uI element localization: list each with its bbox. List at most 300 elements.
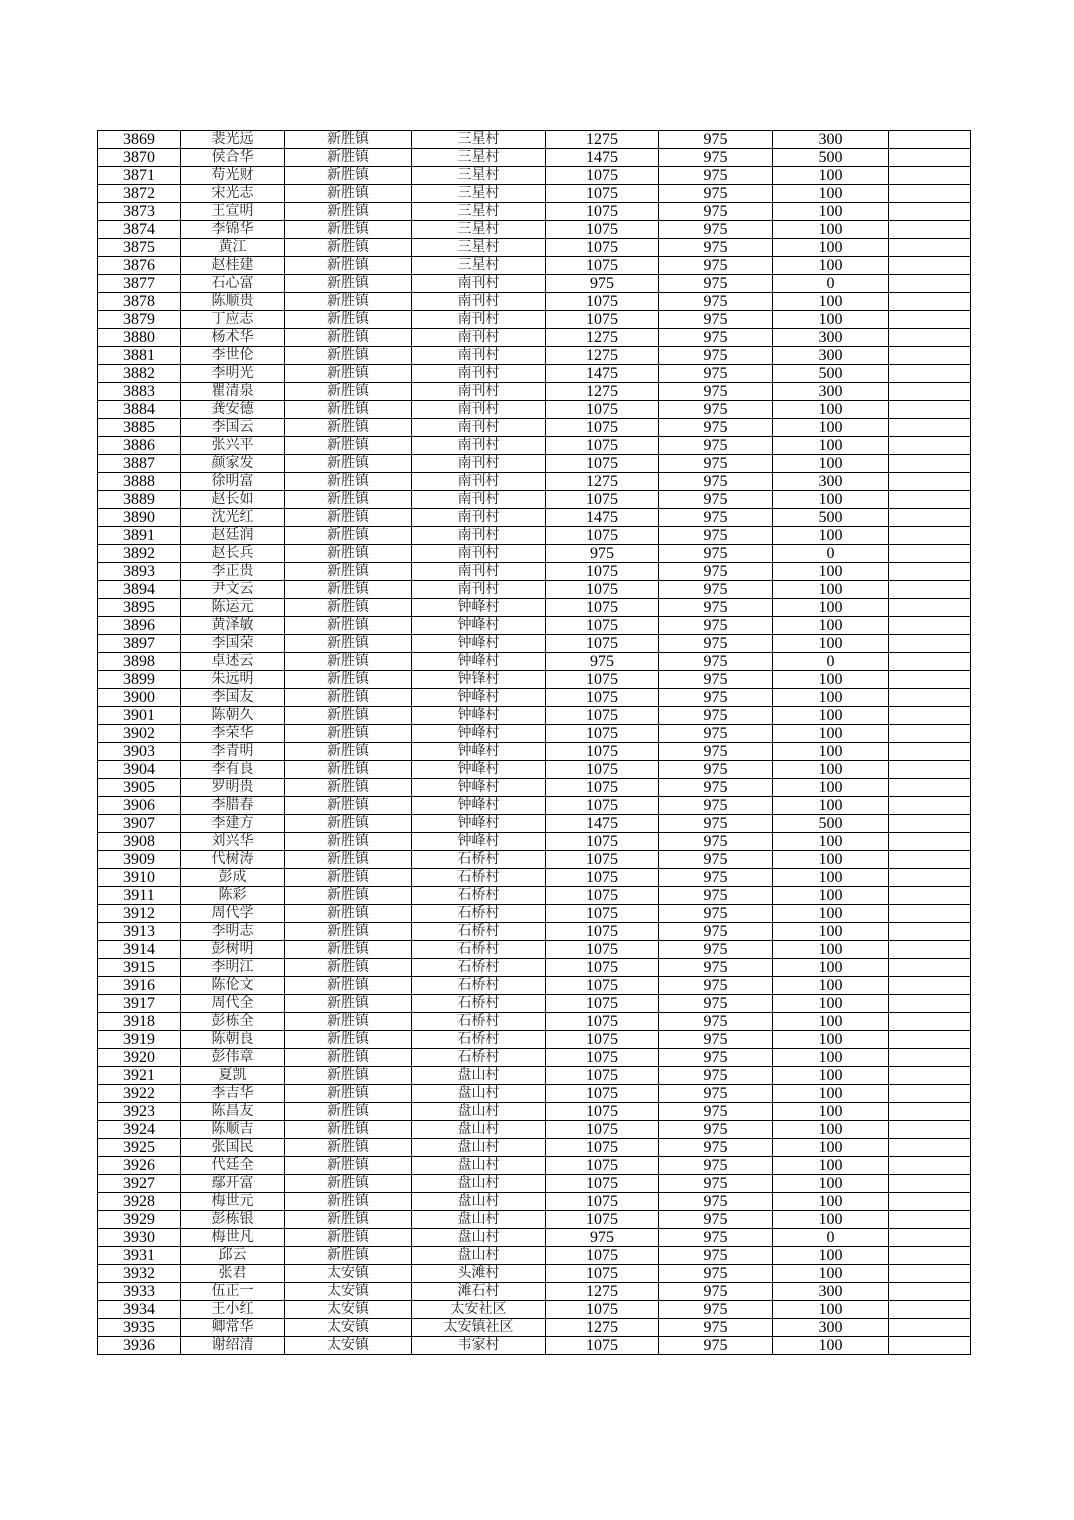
remark-cell bbox=[889, 491, 971, 509]
town-cell: 新胜镇 bbox=[285, 581, 412, 599]
amount-b-cell: 975 bbox=[659, 473, 773, 491]
table-row bbox=[98, 437, 971, 455]
village-cell: 南刊村 bbox=[412, 437, 546, 455]
row-number-cell: 3920 bbox=[98, 1049, 181, 1067]
remark-cell bbox=[889, 185, 971, 203]
town-cell: 新胜镇 bbox=[285, 257, 412, 275]
difference-cell: 100 bbox=[773, 1193, 889, 1211]
amount-a-cell: 1475 bbox=[546, 509, 659, 527]
table-row bbox=[98, 1067, 971, 1085]
table-body bbox=[98, 131, 971, 1355]
village-cell: 钟峰村 bbox=[412, 779, 546, 797]
row-number-cell: 3925 bbox=[98, 1139, 181, 1157]
difference-cell: 100 bbox=[773, 1085, 889, 1103]
village-cell: 太安社区 bbox=[412, 1301, 546, 1319]
amount-a-cell: 1075 bbox=[546, 689, 659, 707]
name-cell: 苟光财 bbox=[181, 167, 285, 185]
row-number-cell: 3886 bbox=[98, 437, 181, 455]
amount-b-cell: 975 bbox=[659, 779, 773, 797]
name-cell: 陈顺贵 bbox=[181, 293, 285, 311]
amount-b-cell: 975 bbox=[659, 617, 773, 635]
difference-cell: 0 bbox=[773, 545, 889, 563]
remark-cell bbox=[889, 131, 971, 149]
amount-b-cell: 975 bbox=[659, 941, 773, 959]
amount-b-cell: 975 bbox=[659, 653, 773, 671]
amount-b-cell: 975 bbox=[659, 1013, 773, 1031]
town-cell: 新胜镇 bbox=[285, 473, 412, 491]
table-row bbox=[98, 311, 971, 329]
amount-b-cell: 975 bbox=[659, 347, 773, 365]
village-cell: 南刊村 bbox=[412, 491, 546, 509]
remark-cell bbox=[889, 1013, 971, 1031]
table-row bbox=[98, 383, 971, 401]
town-cell: 新胜镇 bbox=[285, 293, 412, 311]
remark-cell bbox=[889, 689, 971, 707]
amount-a-cell: 1075 bbox=[546, 1103, 659, 1121]
amount-a-cell: 1075 bbox=[546, 1121, 659, 1139]
village-cell: 南刊村 bbox=[412, 419, 546, 437]
row-number-cell: 3934 bbox=[98, 1301, 181, 1319]
name-cell: 赵廷润 bbox=[181, 527, 285, 545]
difference-cell: 100 bbox=[773, 851, 889, 869]
table-row bbox=[98, 1301, 971, 1319]
row-number-cell: 3917 bbox=[98, 995, 181, 1013]
town-cell: 新胜镇 bbox=[285, 1067, 412, 1085]
remark-cell bbox=[889, 1265, 971, 1283]
name-cell: 朱远明 bbox=[181, 671, 285, 689]
table-row bbox=[98, 1193, 971, 1211]
name-cell: 代树涛 bbox=[181, 851, 285, 869]
amount-a-cell: 1075 bbox=[546, 635, 659, 653]
amount-b-cell: 975 bbox=[659, 311, 773, 329]
village-cell: 南刊村 bbox=[412, 293, 546, 311]
difference-cell: 100 bbox=[773, 779, 889, 797]
village-cell: 钟峰村 bbox=[412, 689, 546, 707]
data-table bbox=[97, 130, 971, 1355]
remark-cell bbox=[889, 1085, 971, 1103]
town-cell: 新胜镇 bbox=[285, 311, 412, 329]
row-number-cell: 3900 bbox=[98, 689, 181, 707]
amount-b-cell: 975 bbox=[659, 1067, 773, 1085]
amount-a-cell: 1075 bbox=[546, 563, 659, 581]
amount-b-cell: 975 bbox=[659, 149, 773, 167]
table-row bbox=[98, 1229, 971, 1247]
row-number-cell: 3908 bbox=[98, 833, 181, 851]
name-cell: 李青明 bbox=[181, 743, 285, 761]
table-row bbox=[98, 833, 971, 851]
difference-cell: 100 bbox=[773, 1049, 889, 1067]
name-cell: 裴光远 bbox=[181, 131, 285, 149]
row-number-cell: 3911 bbox=[98, 887, 181, 905]
remark-cell bbox=[889, 1229, 971, 1247]
amount-a-cell: 1075 bbox=[546, 743, 659, 761]
row-number-cell: 3874 bbox=[98, 221, 181, 239]
village-cell: 钟峰村 bbox=[412, 653, 546, 671]
name-cell: 陈伦文 bbox=[181, 977, 285, 995]
difference-cell: 100 bbox=[773, 581, 889, 599]
name-cell: 罗明贵 bbox=[181, 779, 285, 797]
village-cell: 盘山村 bbox=[412, 1067, 546, 1085]
difference-cell: 100 bbox=[773, 311, 889, 329]
table-row bbox=[98, 1283, 971, 1301]
remark-cell bbox=[889, 1049, 971, 1067]
name-cell: 龚安德 bbox=[181, 401, 285, 419]
name-cell: 黄泽敏 bbox=[181, 617, 285, 635]
village-cell: 石桥村 bbox=[412, 905, 546, 923]
row-number-cell: 3932 bbox=[98, 1265, 181, 1283]
row-number-cell: 3899 bbox=[98, 671, 181, 689]
name-cell: 李正贵 bbox=[181, 563, 285, 581]
row-number-cell: 3898 bbox=[98, 653, 181, 671]
table-row bbox=[98, 887, 971, 905]
amount-a-cell: 1075 bbox=[546, 1175, 659, 1193]
town-cell: 新胜镇 bbox=[285, 995, 412, 1013]
amount-b-cell: 975 bbox=[659, 635, 773, 653]
name-cell: 赵长兵 bbox=[181, 545, 285, 563]
name-cell: 李明志 bbox=[181, 923, 285, 941]
difference-cell: 100 bbox=[773, 761, 889, 779]
name-cell: 李世伦 bbox=[181, 347, 285, 365]
amount-b-cell: 975 bbox=[659, 1103, 773, 1121]
difference-cell: 100 bbox=[773, 203, 889, 221]
name-cell: 卿常华 bbox=[181, 1319, 285, 1337]
town-cell: 新胜镇 bbox=[285, 1139, 412, 1157]
remark-cell bbox=[889, 1121, 971, 1139]
row-number-cell: 3893 bbox=[98, 563, 181, 581]
table-row bbox=[98, 1049, 971, 1067]
remark-cell bbox=[889, 545, 971, 563]
remark-cell bbox=[889, 257, 971, 275]
remark-cell bbox=[889, 1301, 971, 1319]
amount-a-cell: 1275 bbox=[546, 383, 659, 401]
amount-b-cell: 975 bbox=[659, 725, 773, 743]
difference-cell: 100 bbox=[773, 977, 889, 995]
difference-cell: 100 bbox=[773, 707, 889, 725]
table-row bbox=[98, 221, 971, 239]
table-row bbox=[98, 1157, 971, 1175]
row-number-cell: 3922 bbox=[98, 1085, 181, 1103]
town-cell: 新胜镇 bbox=[285, 743, 412, 761]
amount-a-cell: 1475 bbox=[546, 815, 659, 833]
row-number-cell: 3919 bbox=[98, 1031, 181, 1049]
row-number-cell: 3915 bbox=[98, 959, 181, 977]
difference-cell: 100 bbox=[773, 293, 889, 311]
remark-cell bbox=[889, 455, 971, 473]
amount-b-cell: 975 bbox=[659, 401, 773, 419]
amount-a-cell: 1075 bbox=[546, 203, 659, 221]
table-row bbox=[98, 905, 971, 923]
table-row bbox=[98, 401, 971, 419]
amount-b-cell: 975 bbox=[659, 1319, 773, 1337]
row-number-cell: 3904 bbox=[98, 761, 181, 779]
amount-b-cell: 975 bbox=[659, 1193, 773, 1211]
name-cell: 宋光志 bbox=[181, 185, 285, 203]
town-cell: 新胜镇 bbox=[285, 1121, 412, 1139]
village-cell: 南刊村 bbox=[412, 347, 546, 365]
table-row bbox=[98, 473, 971, 491]
name-cell: 周代全 bbox=[181, 995, 285, 1013]
town-cell: 新胜镇 bbox=[285, 347, 412, 365]
amount-b-cell: 975 bbox=[659, 959, 773, 977]
name-cell: 陈顺吉 bbox=[181, 1121, 285, 1139]
name-cell: 刘兴华 bbox=[181, 833, 285, 851]
difference-cell: 100 bbox=[773, 743, 889, 761]
town-cell: 新胜镇 bbox=[285, 635, 412, 653]
name-cell: 彭树明 bbox=[181, 941, 285, 959]
town-cell: 新胜镇 bbox=[285, 1247, 412, 1265]
table-row bbox=[98, 815, 971, 833]
amount-b-cell: 975 bbox=[659, 131, 773, 149]
table-row bbox=[98, 1031, 971, 1049]
table-row bbox=[98, 959, 971, 977]
remark-cell bbox=[889, 311, 971, 329]
village-cell: 三星村 bbox=[412, 257, 546, 275]
difference-cell: 100 bbox=[773, 725, 889, 743]
row-number-cell: 3901 bbox=[98, 707, 181, 725]
amount-b-cell: 975 bbox=[659, 1211, 773, 1229]
difference-cell: 300 bbox=[773, 329, 889, 347]
amount-a-cell: 1075 bbox=[546, 833, 659, 851]
amount-a-cell: 1075 bbox=[546, 1157, 659, 1175]
table-row bbox=[98, 275, 971, 293]
difference-cell: 100 bbox=[773, 869, 889, 887]
village-cell: 三星村 bbox=[412, 149, 546, 167]
amount-b-cell: 975 bbox=[659, 671, 773, 689]
row-number-cell: 3930 bbox=[98, 1229, 181, 1247]
table-row bbox=[98, 257, 971, 275]
amount-b-cell: 975 bbox=[659, 203, 773, 221]
name-cell: 陈朝良 bbox=[181, 1031, 285, 1049]
name-cell: 鄢开富 bbox=[181, 1175, 285, 1193]
name-cell: 赵桂建 bbox=[181, 257, 285, 275]
amount-b-cell: 975 bbox=[659, 977, 773, 995]
amount-b-cell: 975 bbox=[659, 833, 773, 851]
village-cell: 石桥村 bbox=[412, 995, 546, 1013]
row-number-cell: 3884 bbox=[98, 401, 181, 419]
amount-a-cell: 1075 bbox=[546, 1013, 659, 1031]
town-cell: 新胜镇 bbox=[285, 851, 412, 869]
village-cell: 南刊村 bbox=[412, 509, 546, 527]
amount-b-cell: 975 bbox=[659, 545, 773, 563]
table-row bbox=[98, 707, 971, 725]
amount-a-cell: 1275 bbox=[546, 1283, 659, 1301]
row-number-cell: 3921 bbox=[98, 1067, 181, 1085]
amount-a-cell: 1075 bbox=[546, 455, 659, 473]
table-row bbox=[98, 1085, 971, 1103]
town-cell: 新胜镇 bbox=[285, 545, 412, 563]
remark-cell bbox=[889, 221, 971, 239]
amount-a-cell: 1075 bbox=[546, 311, 659, 329]
amount-a-cell: 1075 bbox=[546, 725, 659, 743]
remark-cell bbox=[889, 617, 971, 635]
name-cell: 李有良 bbox=[181, 761, 285, 779]
village-cell: 南刊村 bbox=[412, 563, 546, 581]
table-row bbox=[98, 779, 971, 797]
amount-b-cell: 975 bbox=[659, 275, 773, 293]
amount-a-cell: 975 bbox=[546, 545, 659, 563]
amount-b-cell: 975 bbox=[659, 869, 773, 887]
name-cell: 卓述云 bbox=[181, 653, 285, 671]
difference-cell: 100 bbox=[773, 437, 889, 455]
difference-cell: 100 bbox=[773, 1247, 889, 1265]
town-cell: 新胜镇 bbox=[285, 437, 412, 455]
amount-a-cell: 1075 bbox=[546, 599, 659, 617]
town-cell: 新胜镇 bbox=[285, 221, 412, 239]
difference-cell: 0 bbox=[773, 1229, 889, 1247]
amount-b-cell: 975 bbox=[659, 437, 773, 455]
town-cell: 太安镇 bbox=[285, 1337, 412, 1355]
town-cell: 新胜镇 bbox=[285, 887, 412, 905]
remark-cell bbox=[889, 347, 971, 365]
amount-a-cell: 1075 bbox=[546, 1247, 659, 1265]
amount-a-cell: 1275 bbox=[546, 473, 659, 491]
table-row bbox=[98, 599, 971, 617]
name-cell: 王宣明 bbox=[181, 203, 285, 221]
remark-cell bbox=[889, 653, 971, 671]
amount-b-cell: 975 bbox=[659, 527, 773, 545]
amount-a-cell: 1075 bbox=[546, 707, 659, 725]
difference-cell: 100 bbox=[773, 419, 889, 437]
table-row bbox=[98, 869, 971, 887]
amount-a-cell: 1075 bbox=[546, 1265, 659, 1283]
village-cell: 南刊村 bbox=[412, 275, 546, 293]
remark-cell bbox=[889, 1193, 971, 1211]
difference-cell: 100 bbox=[773, 1175, 889, 1193]
village-cell: 南刊村 bbox=[412, 455, 546, 473]
row-number-cell: 3873 bbox=[98, 203, 181, 221]
amount-a-cell: 1075 bbox=[546, 167, 659, 185]
table-row bbox=[98, 923, 971, 941]
difference-cell: 100 bbox=[773, 1337, 889, 1355]
difference-cell: 100 bbox=[773, 1211, 889, 1229]
village-cell: 韦家村 bbox=[412, 1337, 546, 1355]
row-number-cell: 3926 bbox=[98, 1157, 181, 1175]
town-cell: 新胜镇 bbox=[285, 599, 412, 617]
name-cell: 张君 bbox=[181, 1265, 285, 1283]
remark-cell bbox=[889, 941, 971, 959]
village-cell: 滩石村 bbox=[412, 1283, 546, 1301]
remark-cell bbox=[889, 635, 971, 653]
town-cell: 新胜镇 bbox=[285, 1175, 412, 1193]
amount-b-cell: 975 bbox=[659, 599, 773, 617]
village-cell: 盘山村 bbox=[412, 1103, 546, 1121]
village-cell: 盘山村 bbox=[412, 1139, 546, 1157]
town-cell: 新胜镇 bbox=[285, 923, 412, 941]
amount-a-cell: 1275 bbox=[546, 1319, 659, 1337]
amount-a-cell: 1275 bbox=[546, 347, 659, 365]
town-cell: 新胜镇 bbox=[285, 1211, 412, 1229]
difference-cell: 100 bbox=[773, 563, 889, 581]
village-cell: 三星村 bbox=[412, 131, 546, 149]
town-cell: 新胜镇 bbox=[285, 869, 412, 887]
town-cell: 新胜镇 bbox=[285, 509, 412, 527]
remark-cell bbox=[889, 959, 971, 977]
amount-a-cell: 1075 bbox=[546, 491, 659, 509]
remark-cell bbox=[889, 1211, 971, 1229]
town-cell: 太安镇 bbox=[285, 1301, 412, 1319]
name-cell: 彭栋银 bbox=[181, 1211, 285, 1229]
table-row bbox=[98, 419, 971, 437]
town-cell: 新胜镇 bbox=[285, 1049, 412, 1067]
difference-cell: 100 bbox=[773, 527, 889, 545]
amount-b-cell: 975 bbox=[659, 1139, 773, 1157]
remark-cell bbox=[889, 239, 971, 257]
name-cell: 李国友 bbox=[181, 689, 285, 707]
remark-cell bbox=[889, 1175, 971, 1193]
amount-a-cell: 1075 bbox=[546, 1211, 659, 1229]
town-cell: 新胜镇 bbox=[285, 689, 412, 707]
row-number-cell: 3903 bbox=[98, 743, 181, 761]
row-number-cell: 3897 bbox=[98, 635, 181, 653]
difference-cell: 100 bbox=[773, 455, 889, 473]
village-cell: 盘山村 bbox=[412, 1175, 546, 1193]
amount-b-cell: 975 bbox=[659, 905, 773, 923]
difference-cell: 500 bbox=[773, 815, 889, 833]
name-cell: 张国民 bbox=[181, 1139, 285, 1157]
table-row bbox=[98, 491, 971, 509]
row-number-cell: 3872 bbox=[98, 185, 181, 203]
remark-cell bbox=[889, 671, 971, 689]
village-cell: 钟锋村 bbox=[412, 671, 546, 689]
town-cell: 新胜镇 bbox=[285, 1229, 412, 1247]
row-number-cell: 3905 bbox=[98, 779, 181, 797]
town-cell: 太安镇 bbox=[285, 1319, 412, 1337]
village-cell: 石桥村 bbox=[412, 1049, 546, 1067]
table-row bbox=[98, 185, 971, 203]
village-cell: 石桥村 bbox=[412, 923, 546, 941]
name-cell: 邱云 bbox=[181, 1247, 285, 1265]
amount-b-cell: 975 bbox=[659, 167, 773, 185]
amount-b-cell: 975 bbox=[659, 419, 773, 437]
row-number-cell: 3885 bbox=[98, 419, 181, 437]
row-number-cell: 3892 bbox=[98, 545, 181, 563]
row-number-cell: 3880 bbox=[98, 329, 181, 347]
amount-a-cell: 1075 bbox=[546, 851, 659, 869]
row-number-cell: 3888 bbox=[98, 473, 181, 491]
row-number-cell: 3871 bbox=[98, 167, 181, 185]
remark-cell bbox=[889, 869, 971, 887]
remark-cell bbox=[889, 401, 971, 419]
row-number-cell: 3876 bbox=[98, 257, 181, 275]
village-cell: 钟峰村 bbox=[412, 815, 546, 833]
village-cell: 三星村 bbox=[412, 221, 546, 239]
town-cell: 新胜镇 bbox=[285, 149, 412, 167]
village-cell: 南刊村 bbox=[412, 311, 546, 329]
remark-cell bbox=[889, 527, 971, 545]
amount-b-cell: 975 bbox=[659, 815, 773, 833]
table-row bbox=[98, 167, 971, 185]
amount-a-cell: 1075 bbox=[546, 959, 659, 977]
remark-cell bbox=[889, 833, 971, 851]
town-cell: 新胜镇 bbox=[285, 275, 412, 293]
remark-cell bbox=[889, 509, 971, 527]
difference-cell: 100 bbox=[773, 1031, 889, 1049]
town-cell: 新胜镇 bbox=[285, 401, 412, 419]
village-cell: 盘山村 bbox=[412, 1085, 546, 1103]
village-cell: 钟峰村 bbox=[412, 707, 546, 725]
name-cell: 张兴平 bbox=[181, 437, 285, 455]
row-number-cell: 3914 bbox=[98, 941, 181, 959]
table-row bbox=[98, 1175, 971, 1193]
amount-b-cell: 975 bbox=[659, 293, 773, 311]
difference-cell: 100 bbox=[773, 671, 889, 689]
village-cell: 石桥村 bbox=[412, 851, 546, 869]
town-cell: 新胜镇 bbox=[285, 977, 412, 995]
difference-cell: 100 bbox=[773, 239, 889, 257]
amount-a-cell: 1075 bbox=[546, 437, 659, 455]
table-row bbox=[98, 1247, 971, 1265]
name-cell: 陈运元 bbox=[181, 599, 285, 617]
